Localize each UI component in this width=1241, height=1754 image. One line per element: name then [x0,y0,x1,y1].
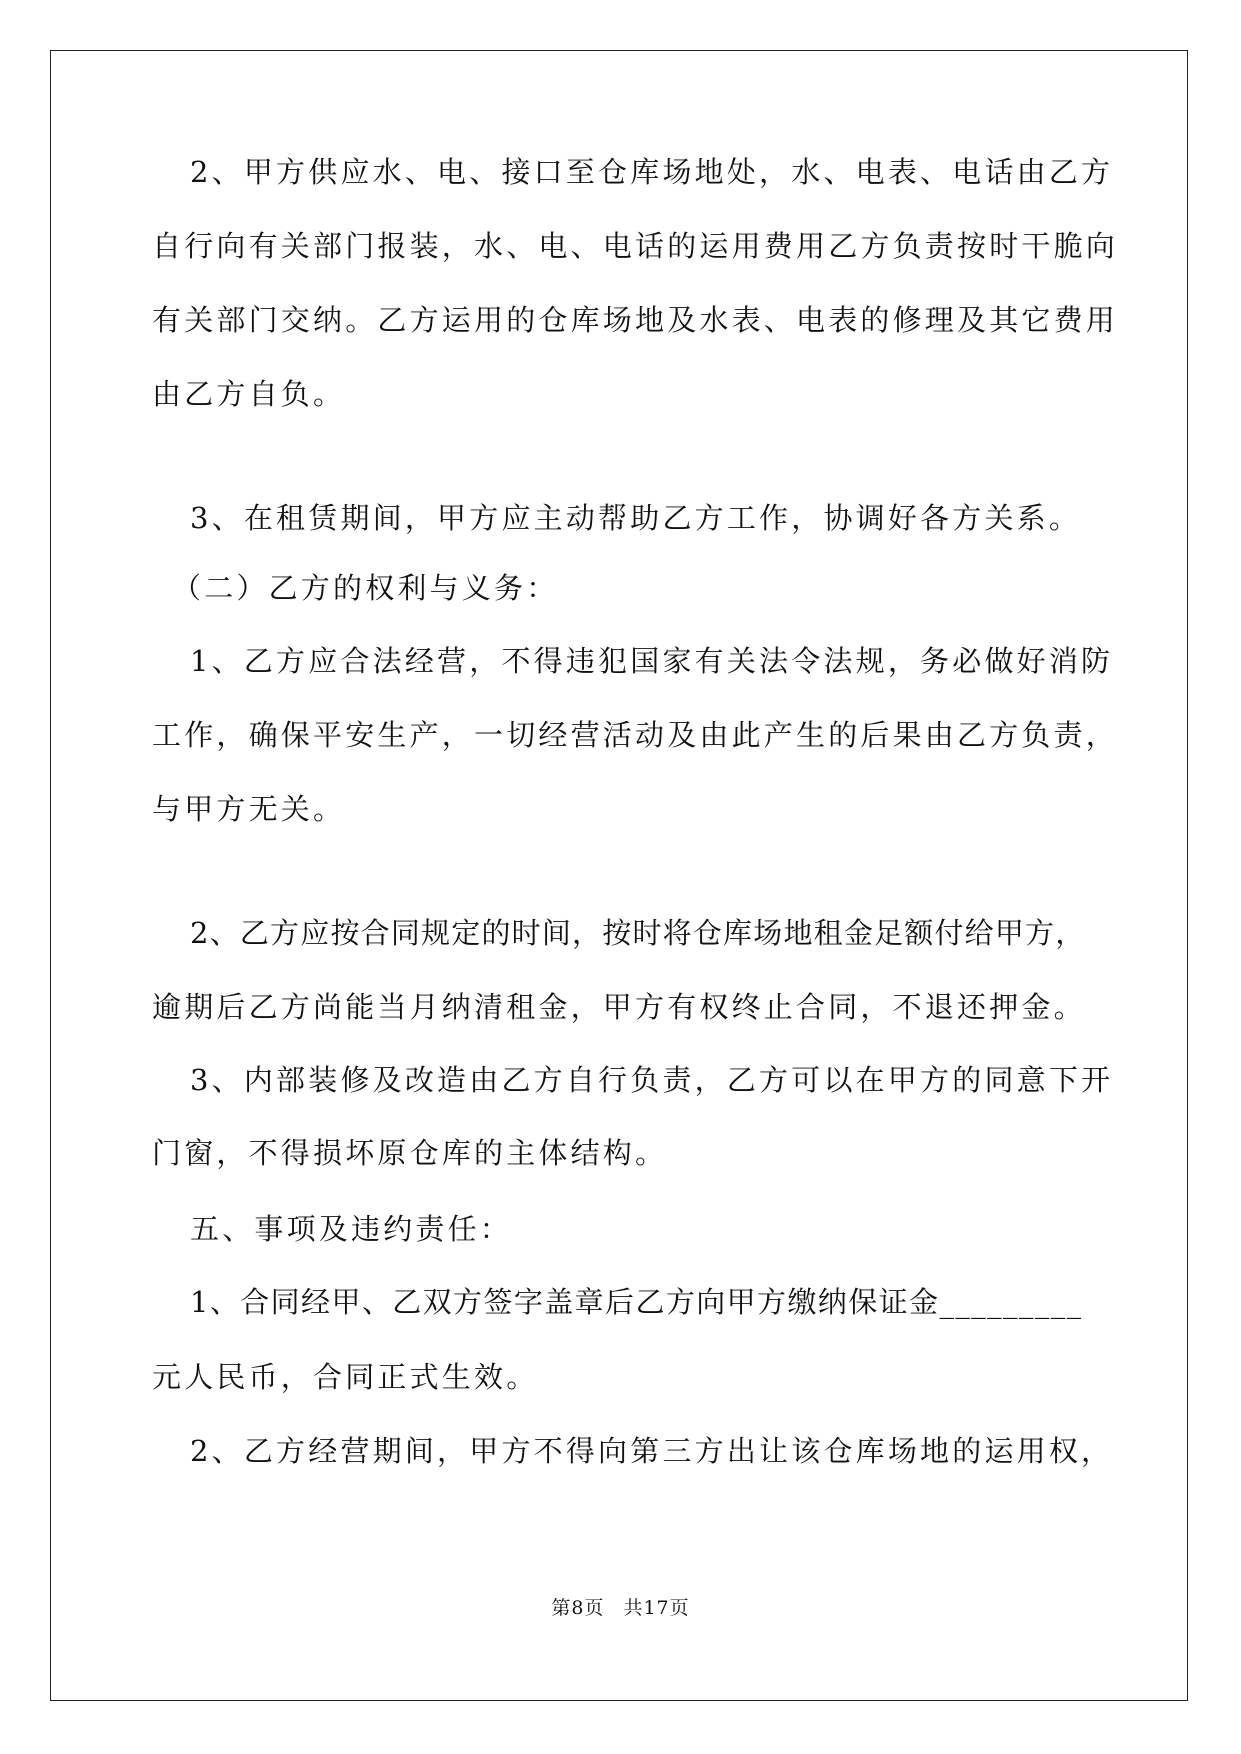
paragraph-line: 2、乙方经营期间，甲方不得向第三方出让该仓库场地的运用权， [190,1434,1114,1468]
paragraph-line: 3、内部装修及改造由乙方自行负责，乙方可以在甲方的同意下开 [190,1063,1114,1097]
paragraph-line: 1、合同经甲、乙双方签字盖章后乙方向甲方缴纳保证金_________ [190,1285,1083,1319]
paragraph-line: 自行向有关部门报装，水、电、电话的运用费用乙方负责按时干脆向 [152,229,1119,263]
paragraph-line: 与甲方无关。 [152,792,346,826]
paragraph-line: 门窗，不得损坏原仓库的主体结构。 [152,1136,668,1170]
page-number: 第8页 [551,1597,605,1619]
section-heading: 五、事项及违约责任： [190,1212,513,1246]
paragraph-line: 2、甲方供应水、电、接口至仓库场地处，水、电表、电话由乙方 [190,155,1114,189]
paragraph-line: 逾期后乙方尚能当月纳清租金，甲方有权终止合同，不退还押金。 [152,990,1086,1024]
section-heading: （二）乙方的权利与义务： [172,571,559,605]
paragraph-line: 有关部门交纳。乙方运用的仓库场地及水表、电表的修理及其它费用 [152,303,1119,337]
paragraph-line: 工作，确保平安生产，一切经营活动及由此产生的后果由乙方负责， [152,718,1119,752]
page-footer [0,1593,1241,1620]
paragraph-line: 3、在租赁期间，甲方应主动帮助乙方工作，协调好各方关系。 [190,501,1082,535]
paragraph-line: 元人民币，合同正式生效。 [152,1360,539,1394]
paragraph-line: 2、乙方应按合同规定的时间，按时将仓库场地租金足额付给甲方， [190,916,1086,950]
paragraph-line: 1、乙方应合法经营，不得违犯国家有关法令法规，务必做好消防 [190,644,1114,678]
total-pages: 共17页 [623,1597,690,1619]
paragraph-line: 由乙方自负。 [152,377,346,411]
